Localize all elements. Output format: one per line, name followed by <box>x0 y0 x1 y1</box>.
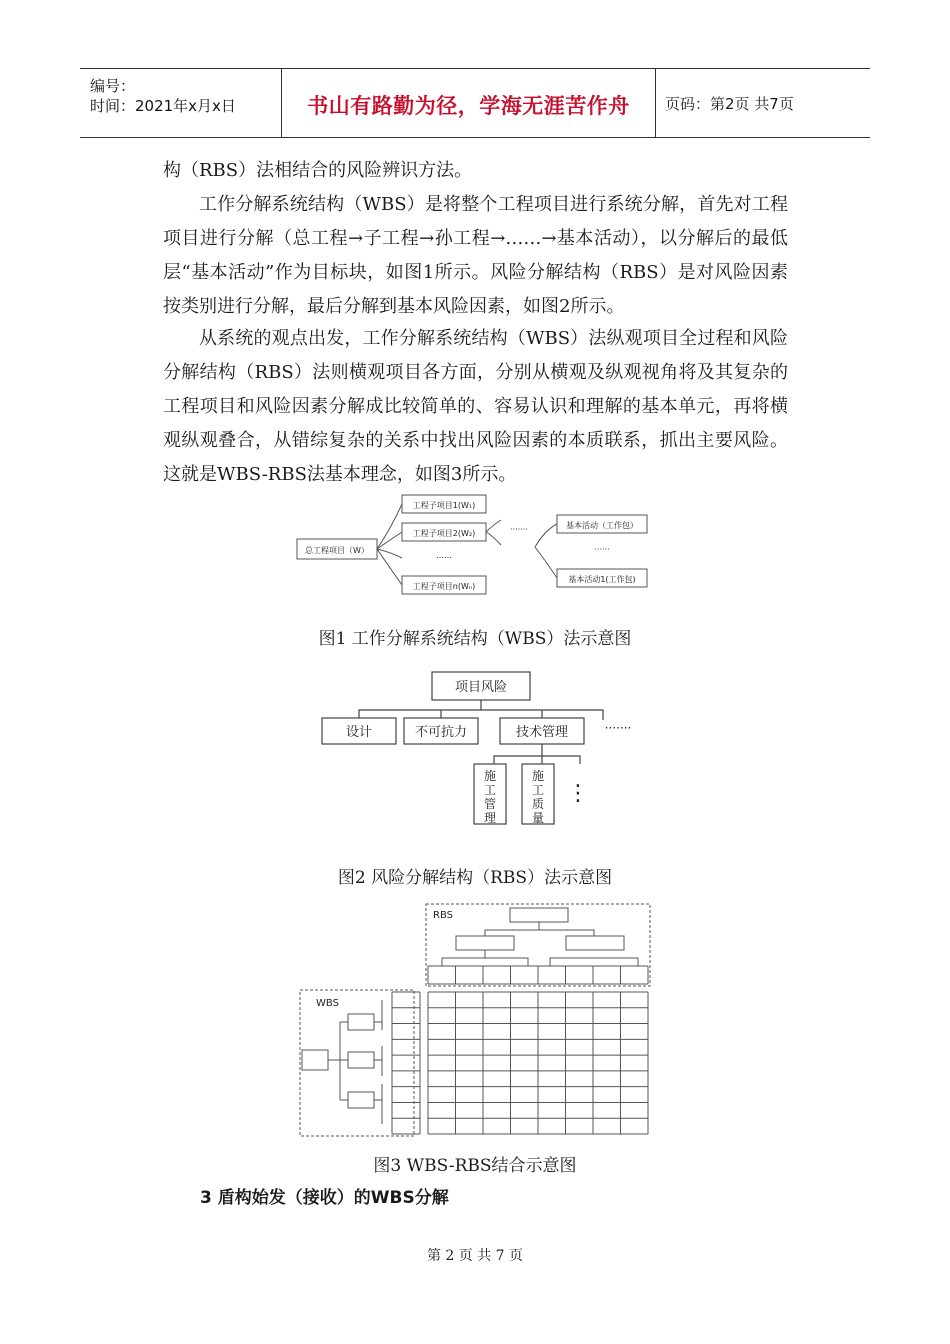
header-motto-cell <box>281 69 656 137</box>
figure-3-caption: 图3 WBS-RBS结合示意图 <box>373 1156 577 1176</box>
fig2-g1-ch3: 管 <box>483 797 497 811</box>
figure-1-caption: 图1 工作分解系统结构（WBS）法示意图 <box>318 629 632 649</box>
page-footer: 第 2 页 共 7 页 <box>426 1248 524 1264</box>
fig3-rbs-label: RBS <box>433 910 453 921</box>
header-meta-cell <box>80 69 280 137</box>
fig1-act-dots-label: ······ <box>594 545 610 554</box>
header-page-cell <box>655 69 870 137</box>
fig2-g2-ch2: 工 <box>531 783 545 797</box>
paragraph-2: 工作分解系统结构（WBS）是将整个工程项目进行系统分解，首先对工程项目进行分解（总工程→子工程→孙工程→……→基本活动），以分解后的最低层“基本活动”作为目标块，如图1所示。风险分解结构（RBS）是对风险因素按类别进行分解，最后分解到基本风险因素，如图2所示。 <box>163 194 788 317</box>
fig1-sub2-label: 工程子项目2(W₂) <box>412 529 476 538</box>
fig2-c2-label: 不可抗力 <box>414 725 468 740</box>
fig2-g1-ch2: 工 <box>483 783 497 797</box>
paragraph-1: 构（RBS）法相结合的风险辨识方法。 <box>163 160 473 181</box>
figure-2-caption: 图2 风险分解结构（RBS）法示意图 <box>337 868 613 888</box>
fig2-vdots-label: ⋮ <box>567 781 589 806</box>
figure-3-wbs-rbs-diagram <box>296 900 656 1140</box>
fig1-subn-label: 工程子项目n(Wₙ) <box>412 582 476 591</box>
fig2-g2-ch3: 质 <box>531 797 545 811</box>
fig2-g2-ch4: 量 <box>531 811 545 825</box>
fig2-g1-ch4: 理 <box>483 811 497 825</box>
fig1-act1-label: 基本活动（工作包） <box>566 521 638 530</box>
fig2-g1-ch1: 施 <box>483 769 497 783</box>
fig2-g2-ch1: 施 <box>531 769 545 783</box>
header-page-number: 页码：第2页 共7页 <box>665 95 794 113</box>
header-motto: 书山有路勤为径，学海无涯苦作舟 <box>307 94 630 118</box>
fig1-root-label: 总工程项目（W） <box>305 546 369 555</box>
page-header <box>80 68 870 138</box>
fig1-sub1-label: 工程子项目1(W₁) <box>412 501 476 510</box>
section-heading: 3 盾构始发（接收）的WBS分解 <box>200 1188 449 1208</box>
fig3-wbs-label: WBS <box>316 998 339 1009</box>
fig1-dots-label: …… <box>436 551 452 560</box>
fig1-actn-label: 基本活动1(工作包) <box>568 575 636 584</box>
fig1-dots-h-label: ······· <box>510 525 528 534</box>
paragraph-3: 从系统的观点出发，工作分解系统结构（WBS）法纵观项目全过程和风险分解结构（RBS）法则横观项目各方面，分别从横观及纵观视角将及其复杂的工程项目和风险因素分解成比较简单的、容易认识和理解的基本单元，再将横观纵观叠合，从错综复杂的关系中找出风险因素的本质联系，抓出主要风险。这就是WBS-RBS法基本理念，如图3所示。 <box>163 328 788 485</box>
fig2-c3-label: 技术管理 <box>515 725 569 740</box>
fig2-more-label: ······· <box>604 721 632 735</box>
figure-2-rbs-diagram <box>320 670 640 830</box>
fig2-root-label: 项目风险 <box>454 680 508 695</box>
header-number: 编号： <box>90 77 136 95</box>
fig3-matrix-grid <box>392 966 648 1134</box>
figure-1-wbs-diagram <box>295 490 655 600</box>
fig2-c1-label: 设计 <box>345 725 373 740</box>
header-time: 时间：2021年x月x日 <box>90 97 236 115</box>
